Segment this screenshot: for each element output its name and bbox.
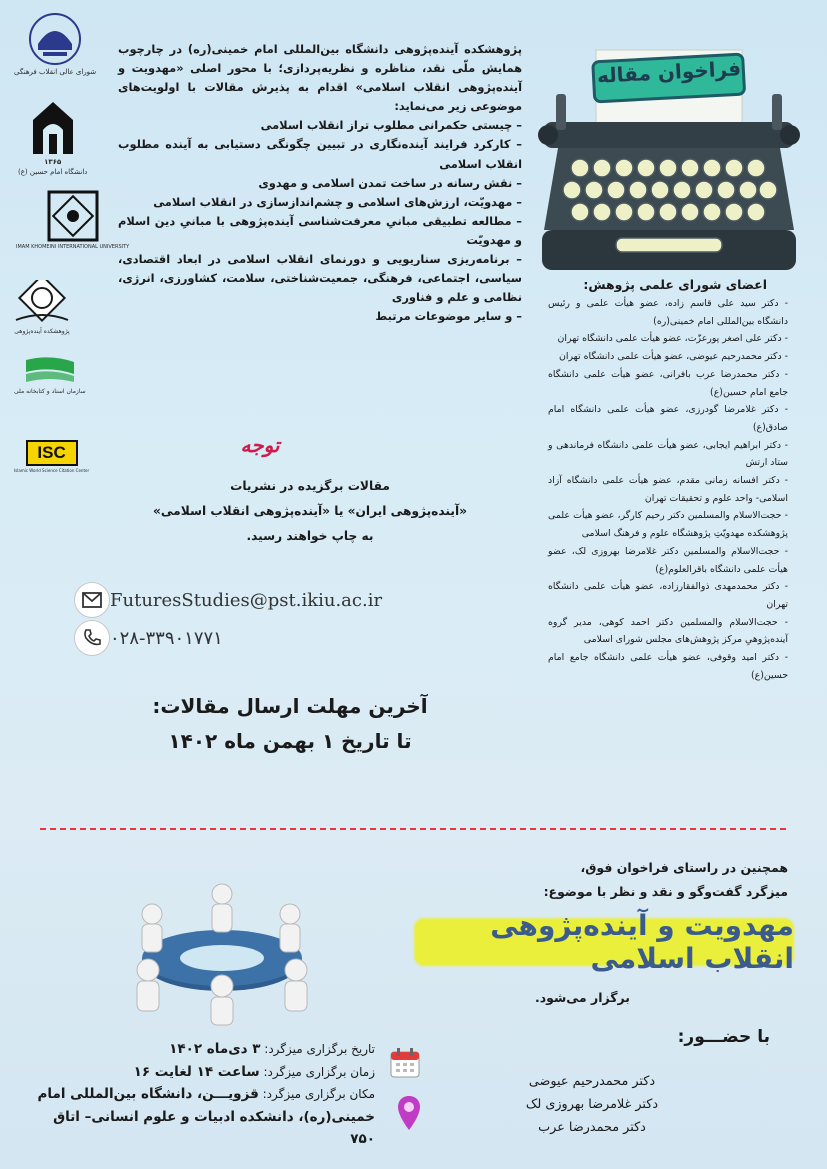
- email-row[interactable]: [74, 582, 392, 618]
- meeting-date-row: [30, 1038, 375, 1061]
- mosque-emblem-icon: [29, 100, 77, 156]
- meeting-date-label: تاریخ برگزاری میزگرد:: [264, 1042, 375, 1056]
- council-member: - دکتر ابراهیم ایجابی، عضو هیأت علمی دانشگاه فرماندهی و ستاد ارتش: [548, 439, 788, 469]
- ikiu-emblem-icon: [47, 190, 99, 242]
- council-member: - دکتر امید وقوفی، عضو هیأت علمی دانشگاه جامع امام حسین(ع): [548, 652, 788, 681]
- meeting-place-row: [30, 1083, 375, 1151]
- isc-badge: [26, 440, 78, 466]
- deadline-line2: تا تاریخ ۱ بهمن ماه ۱۴۰۲: [168, 729, 412, 753]
- asnad-logo: [14, 352, 86, 395]
- imam-hossein-university-logo: [18, 100, 87, 176]
- location-pin-icon: [396, 1094, 422, 1132]
- asnad-emblem-icon: [22, 352, 78, 386]
- deadline: [140, 689, 440, 759]
- notice-text: [150, 474, 470, 549]
- council-member: - دکتر محمدمهدی ذوالفقارزاده، عضو هیأت علمی دانشگاه تهران: [548, 581, 788, 610]
- council-member: - دکتر غلامرضا گودرزی، عضو هیأت علمی دانشگاه امام صادق(ع): [548, 404, 788, 433]
- attendees-list: [500, 1070, 684, 1139]
- roundtable-topic-box: [414, 909, 794, 975]
- notice-title: توجه: [240, 433, 280, 457]
- research-institute-caption: پژوهشکده آینده‌پژوهی: [14, 328, 70, 335]
- meeting-place-label: مکان برگزاری میزگرد:: [262, 1087, 375, 1101]
- council-list: [548, 295, 788, 684]
- meeting-date-value: ۳ دی‌ماه ۱۴۰۲: [169, 1041, 261, 1057]
- call-sign: فراخوان مقاله: [596, 56, 742, 88]
- deadline-line1: آخرین مهلت ارسال مقالات:: [152, 694, 428, 718]
- supreme-council-emblem-icon: [28, 12, 82, 66]
- notice-line: به چاپ خواهند رسید.: [246, 529, 374, 543]
- intro-item: – نقش رسانه در ساخت تمدن اسلامی و مهدوی: [258, 175, 522, 190]
- envelope-icon: [74, 582, 110, 618]
- council-member: - حجت‌الاسلام والمسلمین دکتر احمد کوهی، مدیر گروه آینده‌پژوهیِ مرکز پژوهش‌های مجلس شورای اسلامی: [548, 616, 788, 646]
- intro-item: – مطالعه تطبیقی مبانیِ معرفت‌شناسی آینده‌پژوهی با مبانیِ دین اسلام و مهدویّت: [118, 213, 522, 247]
- imam-hossein-caption: دانشگاه امام حسین (ع): [18, 168, 88, 176]
- attendee-name: دکتر محمدرحیم عیوضی: [528, 1074, 656, 1089]
- attendee-name: دکتر محمدرضا عرب: [538, 1120, 646, 1135]
- roundtable-illustration: [112, 866, 332, 1026]
- section-divider: [40, 828, 786, 830]
- asnad-caption: سازمان اسناد و کتابخانه ملی: [14, 388, 86, 395]
- council-member: - دکتر محمدرحیم عیوضی، عضو هیأت علمی دانشگاه تهران: [559, 351, 788, 363]
- isc-caption: Islamic World Science Citation Center: [14, 468, 90, 473]
- meeting-place-value: قزویـــن، دانشگاه بین‌المللی امام خمینی(ره)، دانشکده ادبیات و علوم انسانی– اتاق ۷۵۰: [37, 1086, 375, 1147]
- intro-item: – برنامه‌ریزی سناریویی و دورنمای انقلاب اسلامی در ابعاد اقتصادی، سیاسی، اجتماعی، فرهنگی، جمعیت‌شناختی، سلامت، کشاورزی، انرژی، نظامی و علم و فناوری: [118, 252, 522, 305]
- notice-line: «آینده‌پژوهی ایران» یا «آینده‌پژوهی انقلاب اسلامی»: [152, 504, 468, 518]
- phone-text[interactable]: ۰۲۸-۳۳۹۰۱۷۷۱: [110, 627, 223, 649]
- supreme-council-logo: [14, 12, 96, 76]
- meeting-info: [30, 1038, 375, 1151]
- research-institute-logo: [14, 280, 70, 335]
- intro-item: – و سایر موضوعات مرتبط: [375, 309, 522, 324]
- council-title: اعضای شورای علمی پژوهش:: [583, 277, 767, 292]
- intro-block: [118, 40, 522, 326]
- council-member: - دکتر علی اصغر پورعزّت، عضو هیأت علمی دانشگاه تهران: [557, 333, 788, 345]
- meeting-time-row: [30, 1061, 375, 1084]
- roundtable-intro: [410, 856, 788, 904]
- isc-logo: [14, 440, 89, 473]
- roundtable-line2: میزگرد گفت‌وگو و نقد و نظر با موضوع:: [543, 884, 788, 899]
- phone-icon: [74, 620, 110, 656]
- council-member: - حجت‌الاسلام والمسلمین دکتر رحیم کارگر، عضو هیأت علمی پژوهشکده مهدویّتِ پژوهشگاه علوم و فرهنگ اسلامی: [548, 510, 788, 540]
- ikiu-caption: IMAM KHOMEINI INTERNATIONAL UNIVERSITY: [16, 244, 130, 250]
- council-member: - دکتر افسانه زمانی مقدم، عضو هیأت علمی دانشگاه آزاد اسلامی- واحد علوم و تحقیقات تهران: [548, 475, 788, 504]
- attendee-name: دکتر غلامرضا بهروزی لک: [525, 1097, 659, 1112]
- intro-paragraph: پژوهشکده آینده‌پژوهی دانشگاه بین‌المللی امام خمینی(ره) در چارچوب همایش ملّی نقد، مناظره و نظریه‌پردازی؛ با محور اصلی «مهدویت و آینده‌پژوهی انقلاب اسلامی» اقدام به پذیرش مقالات با اولویت‌های موضوعی زیر می‌نماید:: [118, 42, 522, 114]
- roundtable-held: برگزار می‌شود.: [534, 990, 630, 1005]
- email-text[interactable]: FuturesStudies@pst.ikiu.ac.ir: [110, 589, 383, 611]
- supreme-council-caption: شورای عالی انقلاب فرهنگی: [14, 68, 97, 76]
- globe-emblem-icon: [14, 280, 70, 326]
- roundtable-topic: مهدویت و آینده‌پژوهی انقلاب اسلامی: [490, 909, 794, 975]
- attendance-title: با حضـــور:: [677, 1027, 770, 1047]
- council-member: - دکتر سید علی قاسم زاده، عضو هیأت علمی و رئیس دانشگاه بین‌المللی امام خمینی(ره): [548, 298, 788, 327]
- intro-item: – مهدویّت، ارزش‌های اسلامی و چشم‌اندازسازی در انقلاب اسلامی: [153, 194, 522, 209]
- isc-text: ISC: [37, 443, 66, 462]
- imam-hossein-year: ۱۳۶۵: [44, 158, 62, 166]
- roundtable-line1: همچنین در راستای فراخوان فوق،: [580, 860, 788, 875]
- ikiu-logo: [16, 190, 129, 250]
- intro-item: – کارکرد فرایند آینده‌نگاری در تبیین چگونگی دستیابی به آینده مطلوب انقلاب اسلامی: [118, 137, 522, 171]
- calendar-icon: [388, 1046, 422, 1080]
- council-member: - دکتر محمدرضا عرب بافرانی، عضو هیأت علمی دانشگاه جامع امام حسین(ع): [548, 368, 788, 398]
- meeting-time-label: زمان برگزاری میزگرد:: [263, 1064, 375, 1079]
- phone-row[interactable]: [74, 620, 233, 656]
- typewriter-illustration: [538, 44, 800, 276]
- council-member: - حجت‌الاسلام والمسلمین دکتر غلامرضا بهروزی لک، عضو هیأت علمی دانشگاه باقرالعلوم(ع): [548, 545, 788, 575]
- intro-item: – چیستی حکمرانی مطلوب تراز انقلاب اسلامی: [260, 118, 522, 133]
- notice-line: مقالات برگزیده در نشریات: [230, 479, 390, 493]
- meeting-time-value: ساعت ۱۴ لغایت ۱۶: [133, 1063, 260, 1080]
